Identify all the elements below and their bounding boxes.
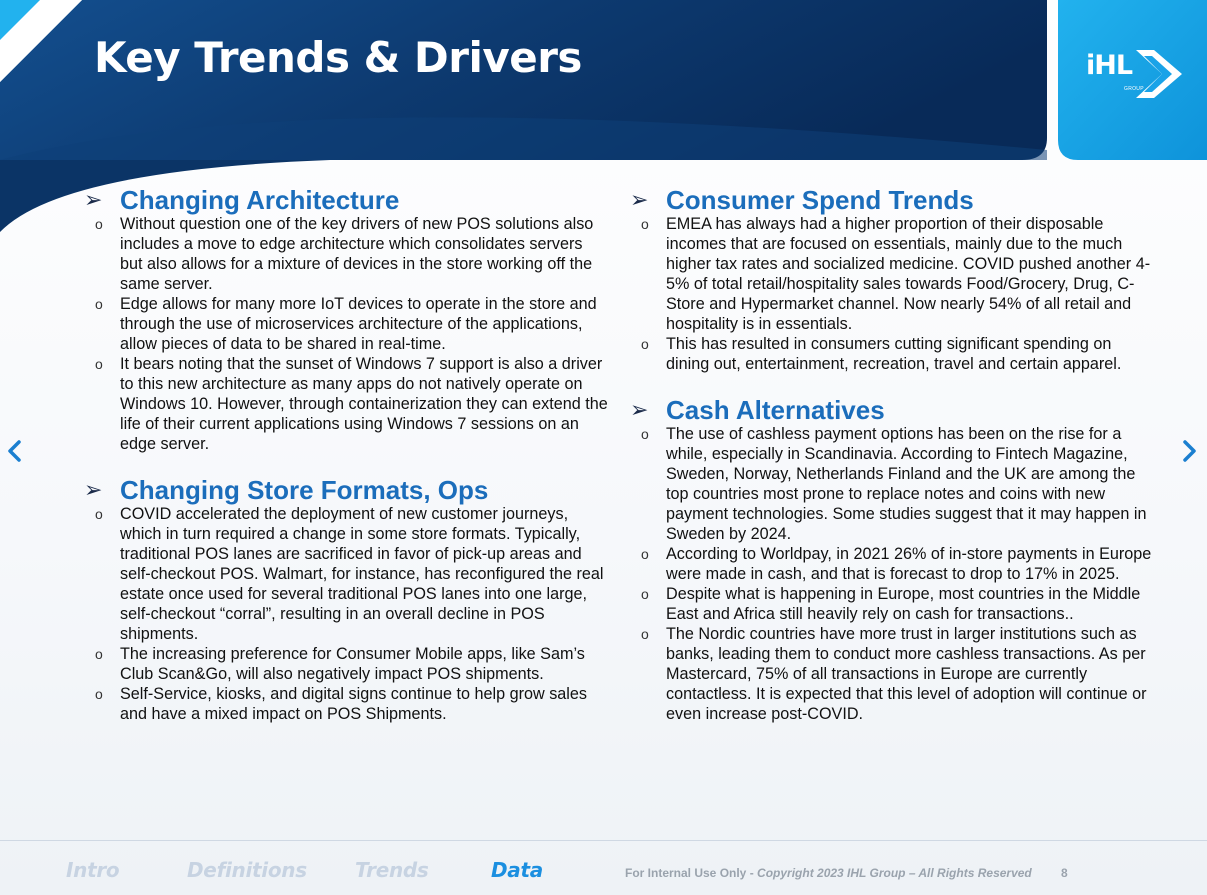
tab-definitions[interactable]: Definitions	[187, 858, 307, 882]
list-item	[84, 214, 609, 294]
hollow-circle-bullet-icon: o	[95, 646, 103, 662]
list-item-text: COVID accelerated the deployment of new customer journeys, which in turn required a change in some store formats. Typically, traditional POS lanes are sacrificed in favor of pick-up areas and self-checkout POS. Walmart, for instance, has reconfigured the real estate once used for several traditional POS lanes into one large, self-checkout “corral”, resulting in an overall decline in POS shipments.	[120, 505, 604, 643]
footer-separator: -	[746, 866, 758, 880]
bullet-list	[630, 214, 1155, 374]
section-heading-text: Cash Alternatives	[666, 395, 885, 425]
section-heading-text: Changing Architecture	[120, 185, 400, 215]
right-column	[630, 186, 1155, 746]
section	[630, 186, 1155, 374]
list-item-text: It bears noting that the sunset of Windows 7 support is also a driver to this new architecture as many apps do not natively operate on Windows 10. However, through containerization they can extend the life of their current applications using Windows 7 sessions on an edge server.	[120, 355, 608, 453]
list-item	[630, 214, 1155, 334]
arrow-bullet-icon: ➢	[84, 477, 103, 502]
list-item	[630, 544, 1155, 584]
footer-divider	[0, 840, 1207, 841]
hollow-circle-bullet-icon: o	[95, 506, 103, 522]
section-heading-text: Changing Store Formats, Ops	[120, 475, 489, 505]
list-item	[84, 294, 609, 354]
footer-copyright	[625, 866, 1032, 880]
hollow-circle-bullet-icon: o	[641, 336, 649, 352]
list-item	[630, 584, 1155, 624]
list-item-text: This has resulted in consumers cutting significant spending on dining out, entertainment, recreation, travel and certain apparel.	[666, 335, 1122, 373]
logo-chevron-icon	[1132, 46, 1186, 102]
bullet-list	[630, 424, 1155, 724]
section-heading	[84, 476, 609, 504]
section	[84, 186, 609, 454]
list-item	[84, 504, 609, 644]
list-item-text: Despite what is happening in Europe, most countries in the Middle East and Africa still heavily rely on cash for transactions..	[666, 585, 1141, 623]
hollow-circle-bullet-icon: o	[95, 356, 103, 372]
section-heading	[84, 186, 609, 214]
hollow-circle-bullet-icon: o	[95, 296, 103, 312]
chevron-right-icon[interactable]	[1180, 436, 1200, 466]
section-heading-text: Consumer Spend Trends	[666, 185, 974, 215]
list-item-text: Edge allows for many more IoT devices to operate in the store and through the use of microservices architecture of the applications, allow pieces of data to be shared in real-time.	[120, 295, 597, 353]
list-item-text: The Nordic countries have more trust in larger institutions such as banks, leading them to conduct more cashless transactions. As per Mastercard, 75% of all transactions in Europe are currently contactless. It is expected that this level of adoption will continue or even increase post-COVID.	[666, 625, 1147, 723]
logo-wordmark: iHL	[1086, 50, 1133, 81]
list-item	[630, 424, 1155, 544]
arrow-bullet-icon: ➢	[84, 187, 103, 212]
tab-intro[interactable]: Intro	[66, 858, 120, 882]
hollow-circle-bullet-icon: o	[641, 626, 649, 642]
page-title: Key Trends & Drivers	[94, 33, 582, 82]
section-heading	[630, 396, 1155, 424]
page-number: 8	[1061, 866, 1068, 880]
logo-subtext: GROUP	[1124, 86, 1144, 92]
section	[630, 396, 1155, 724]
list-item-text: Without question one of the key drivers of new POS solutions also includes a move to edge architecture which consolidates servers but also allows for a mixture of devices in the store working off the same server.	[120, 215, 594, 293]
list-item	[84, 644, 609, 684]
arrow-bullet-icon: ➢	[630, 187, 649, 212]
list-item-text: According to Worldpay, in 2021 26% of in-store payments in Europe were made in cash, and that is forecast to drop to 17% in 2025.	[666, 545, 1152, 583]
list-item-text: The use of cashless payment options has been on the rise for a while, especially in Scandinavia. According to Fintech Magazine, Sweden, Norway, Netherlands Finland and the UK are among the top countries most prone to replace notes and coins with new payment technologies. Some studies suggest that it may happen in Sweden by 2024.	[666, 425, 1147, 543]
list-item-text: Self-Service, kiosks, and digital signs continue to help grow sales and have a mixed impact on POS Shipments.	[120, 685, 587, 723]
list-item	[630, 334, 1155, 374]
list-item-text: The increasing preference for Consumer Mobile apps, like Sam’s Club Scan&Go, will also negatively impact POS shipments.	[120, 645, 585, 683]
hollow-circle-bullet-icon: o	[641, 216, 649, 232]
tab-trends[interactable]: Trends	[355, 858, 429, 882]
hollow-circle-bullet-icon: o	[95, 686, 103, 702]
bullet-list	[84, 504, 609, 724]
list-item	[84, 684, 609, 724]
chevron-left-icon[interactable]	[4, 436, 24, 466]
arrow-bullet-icon: ➢	[630, 397, 649, 422]
copyright-text: Copyright 2023 IHL Group – All Rights Reserved	[757, 866, 1032, 880]
hollow-circle-bullet-icon: o	[641, 546, 649, 562]
ihl-logo	[1072, 40, 1202, 112]
left-column	[84, 186, 609, 746]
bullet-list	[84, 214, 609, 454]
section	[84, 476, 609, 724]
list-item	[630, 624, 1155, 724]
section-heading	[630, 186, 1155, 214]
hollow-circle-bullet-icon: o	[95, 216, 103, 232]
list-item-text: EMEA has always had a higher proportion of their disposable incomes that are focused on essentials, mainly due to the much higher tax rates and socialized medicine. COVID pushed another 4-5% of total retail/hospitality sales towards Food/Grocery, Drug, C-Store and Hypermarket channel. Now nearly 54% of all retail and hospitality is in essentials.	[666, 215, 1151, 333]
list-item	[84, 354, 609, 454]
internal-use-label: For Internal Use Only	[625, 866, 747, 880]
hollow-circle-bullet-icon: o	[641, 586, 649, 602]
hollow-circle-bullet-icon: o	[641, 426, 649, 442]
tab-data[interactable]: Data	[491, 858, 543, 882]
